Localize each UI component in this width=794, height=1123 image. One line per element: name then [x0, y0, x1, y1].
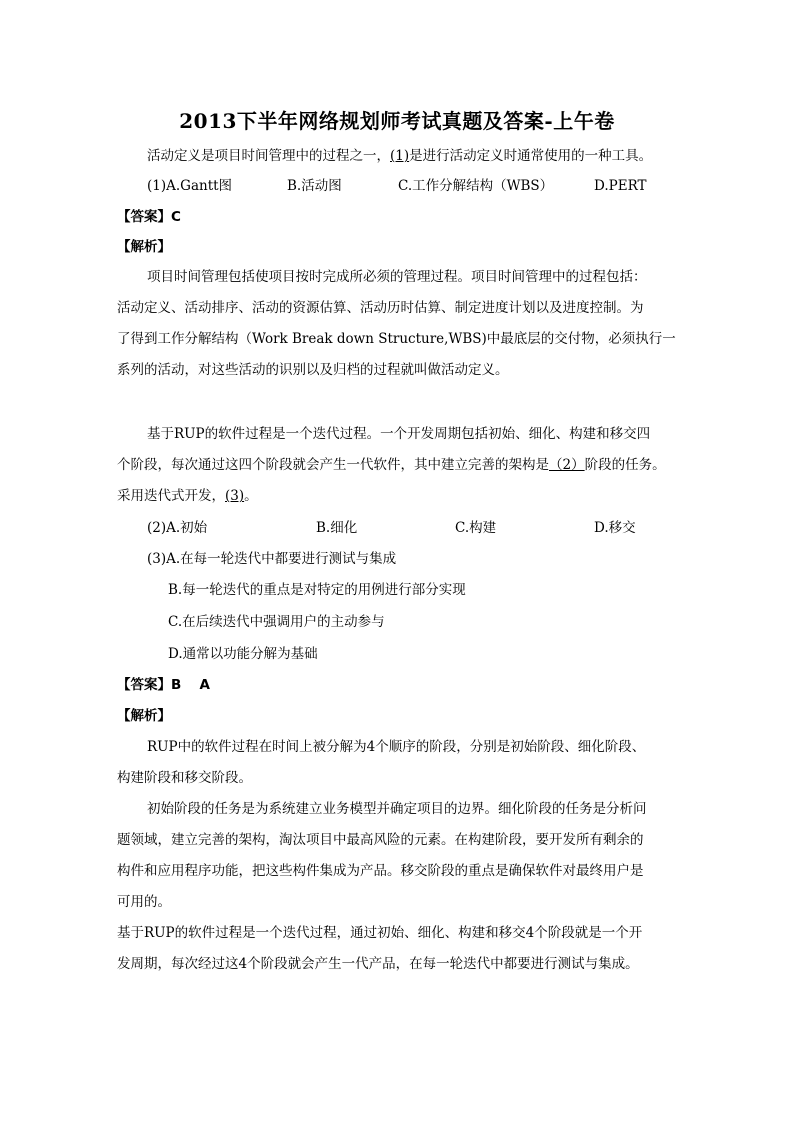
question-1-option-c: C.工作分解结构（WBS） [398, 178, 554, 194]
question-3-option-a: (3)A.在每一轮迭代中都要进行测试与集成 [147, 551, 397, 567]
question-2-option-c: C.构建 [455, 520, 497, 536]
question-2-blank: （2） [549, 457, 585, 473]
question-2-analysis-label: 【解析】 [117, 708, 171, 724]
question-2-analysis-line: 构建阶段和移交阶段。 [117, 770, 252, 786]
question-2-stem-pre: 个阶段，每次通过这四个阶段就会产生一代软件，其中建立完善的架构是 [117, 457, 549, 473]
answer-value: B A [171, 677, 210, 693]
question-1-stem-pre: 活动定义是项目时间管理中的过程之一， [147, 148, 390, 164]
question-2-answer [117, 676, 210, 694]
question-2-option-d: D.移交 [594, 520, 636, 536]
question-3-option-c: C.在后续迭代中强调用户的主动参与 [168, 614, 385, 630]
question-1-answer [117, 208, 181, 226]
answer-label: 【答案】 [117, 677, 171, 693]
question-1-option-d: D.PERT [594, 178, 647, 194]
question-2-stem-line [117, 456, 666, 474]
question-3-stem-pre: 采用迭代式开发， [117, 488, 225, 504]
answer-label: 【答案】 [117, 209, 171, 225]
question-2-analysis-line: 可用的。 [117, 894, 171, 910]
question-2-option-b: B.细化 [316, 520, 358, 536]
question-1-analysis-label: 【解析】 [117, 239, 171, 255]
question-3-option-d: D.通常以功能分解为基础 [168, 646, 318, 662]
question-3-blank: (3) [225, 488, 245, 504]
question-3-option-b: B.每一轮迭代的重点是对特定的用例进行部分实现 [168, 582, 466, 598]
question-3-stem-post: 。 [244, 488, 258, 504]
question-2-analysis-line: 构件和应用程序功能，把这些构件集成为产品。移交阶段的重点是确保软件对最终用户是 [117, 863, 644, 879]
question-2-analysis-line: 发周期，每次经过这4个阶段就会产生一代产品，在每一轮迭代中都要进行测试与集成。 [117, 956, 639, 972]
question-2-analysis-line: 初始阶段的任务是为系统建立业务模型并确定项目的边界。细化阶段的任务是分析问 [147, 801, 647, 817]
question-2-option-a: (2)A.初始 [147, 520, 208, 536]
question-1-analysis-line: 系列的活动，对这些活动的识别以及归档的过程就叫做活动定义。 [117, 362, 509, 378]
question-1-analysis-line: 项目时间管理包括使项目按时完成所必须的管理过程。项目时间管理中的过程包括： [147, 269, 647, 285]
question-2-analysis-line: RUP中的软件过程在时间上被分解为4个顺序的阶段，分别是初始阶段、细化阶段、 [147, 739, 646, 755]
question-1-stem-post: 是进行活动定义时通常使用的一种工具。 [409, 148, 653, 164]
answer-value: C [171, 209, 181, 225]
question-1-analysis-line: 了得到工作分解结构（Work Break down Structure,WBS)中最底层的交付物，必须执行一 [117, 331, 676, 347]
question-2-analysis-line: 题领域，建立完善的架构，淘汰项目中最高风险的元素。在构建阶段，要开发所有剩余的 [117, 832, 644, 848]
question-3-stem-line [117, 487, 258, 505]
question-1-blank: (1) [390, 148, 410, 164]
question-1-analysis-line: 活动定义、活动排序、活动的资源估算、活动历时估算、制定进度计划以及进度控制。为 [117, 300, 644, 316]
question-1-option-a: (1)A.Gantt图 [147, 178, 233, 194]
page-title: 2013下半年网络规划师考试真题及答案-上午卷 [179, 109, 615, 133]
question-2-analysis-line: 基于RUP的软件过程是一个迭代过程，通过初始、细化、构建和移交4个阶段就是一个开 [117, 925, 643, 941]
question-1-stem [147, 147, 652, 165]
question-1-option-b: B.活动图 [287, 178, 342, 194]
question-2-stem-post: 阶段的任务。 [584, 457, 666, 473]
question-2-stem-line: 基于RUP的软件过程是一个迭代过程。一个开发周期包括初始、细化、构建和移交四 [147, 426, 651, 442]
